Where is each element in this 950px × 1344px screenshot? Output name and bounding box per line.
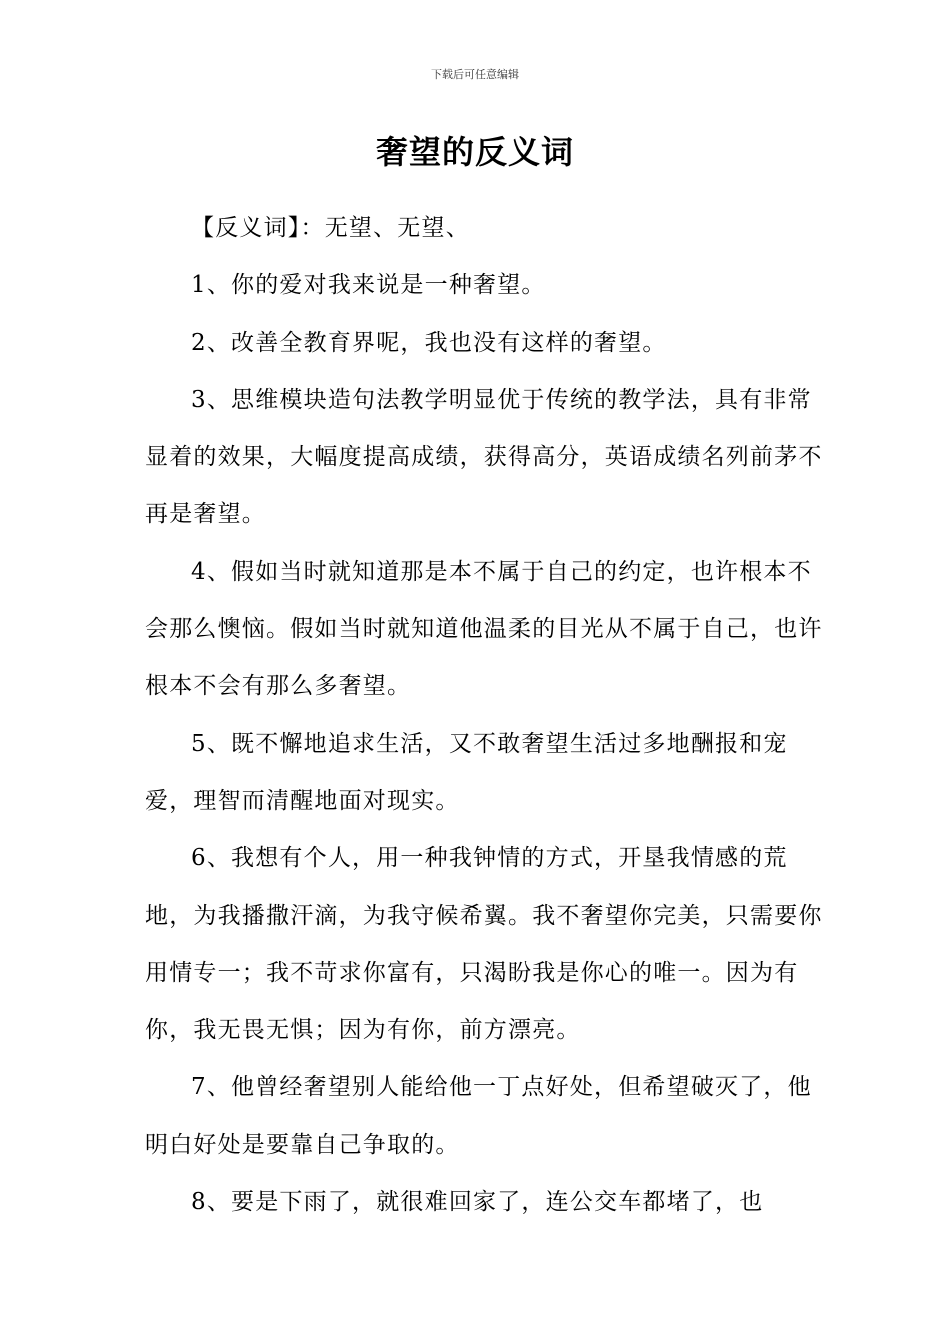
- header-note: 下载后可任意编辑: [431, 68, 519, 81]
- paragraph-example-1: 1、你的爱对我来说是一种奢望。: [191, 272, 546, 299]
- paragraph-example-4: 4、假如当时就知道那是本不属于自己的约定，也许根本不会那么懊恼。假如当时就知道他温柔的目光从不属于自己，也许根本不会有那么多奢望。: [145, 558, 823, 700]
- document-body: [145, 200, 825, 1231]
- paragraph-antonyms: 【反义词】：无望、无望、: [191, 215, 470, 241]
- paragraph-example-8: 8、要是下雨了，就很难回家了，连公交车都堵了，也: [191, 1189, 764, 1216]
- paragraph-example-7: 7、他曾经奢望别人能给他一丁点好处，但希望破灭了，他明白好处是要靠自己争取的。: [145, 1074, 812, 1158]
- paragraph-example-3: 3、思维模块造句法教学明显优于传统的教学法，具有非常显着的效果，大幅度提高成绩，获得高分，英语成绩名列前茅不再是奢望。: [145, 386, 823, 528]
- document-title: 奢望的反义词: [375, 133, 574, 171]
- paragraph-example-6: 6、我想有个人，用一种我钟情的方式，开垦我情感的荒地，为我播撒汗滴，为我守候希翼。我不奢望你完美，只需要你用情专一；我不苛求你富有，只渴盼我是你心的唯一。因为有你，我无畏无惧；因为有你，前方漂亮。: [145, 845, 823, 1044]
- paragraph-example-2: 2、改善全教育界呢，我也没有这样的奢望。: [191, 329, 667, 356]
- paragraph-example-5: 5、既不懈地追求生活，又不敢奢望生活过多地酬报和宠爱，理智而清醒地面对现实。: [145, 730, 788, 814]
